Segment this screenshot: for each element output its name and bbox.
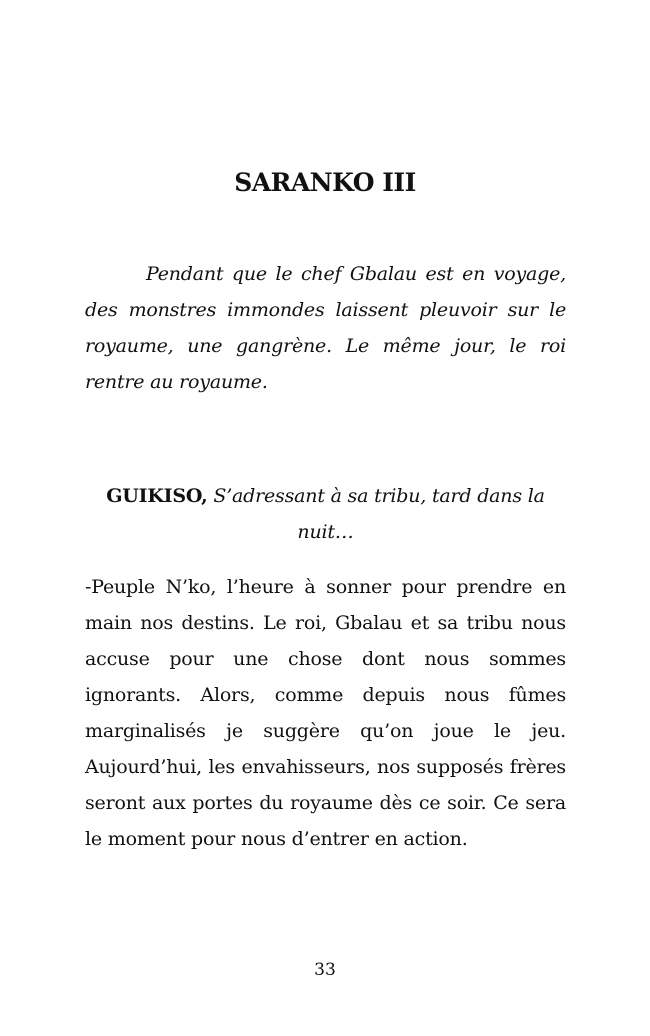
- chapter-title: SARANKO III: [234, 168, 416, 197]
- page-number: 33: [314, 960, 336, 980]
- stage-direction-text: S’adressant à sa tribu, tard dans la nuit…: [213, 485, 545, 543]
- stage-direction: [85, 478, 566, 550]
- speaker-name: GUIKISO,: [106, 485, 208, 507]
- speech-paragraph: -Peuple N’ko, l’heure à sonner pour prendre en main nos destins. Le roi, Gbalau et sa tribu nous accuse pour une chose dont nous sommes ignorants. Alors, comme depuis nous fûmes marginalisés je suggère qu’on joue le jeu. Aujourd’hui, les envahisseurs, nos supposés frères seront aux portes du royaume dès ce soir. Ce sera le moment pour nous d’entrer en action.: [85, 576, 566, 850]
- chapter-synopsis: Pendant que le chef Gbalau est en voyage, des monstres immondes laissent pleuvoir sur le royaume, une gangrène. Le même jour, le roi rentre au royaume.: [85, 263, 566, 393]
